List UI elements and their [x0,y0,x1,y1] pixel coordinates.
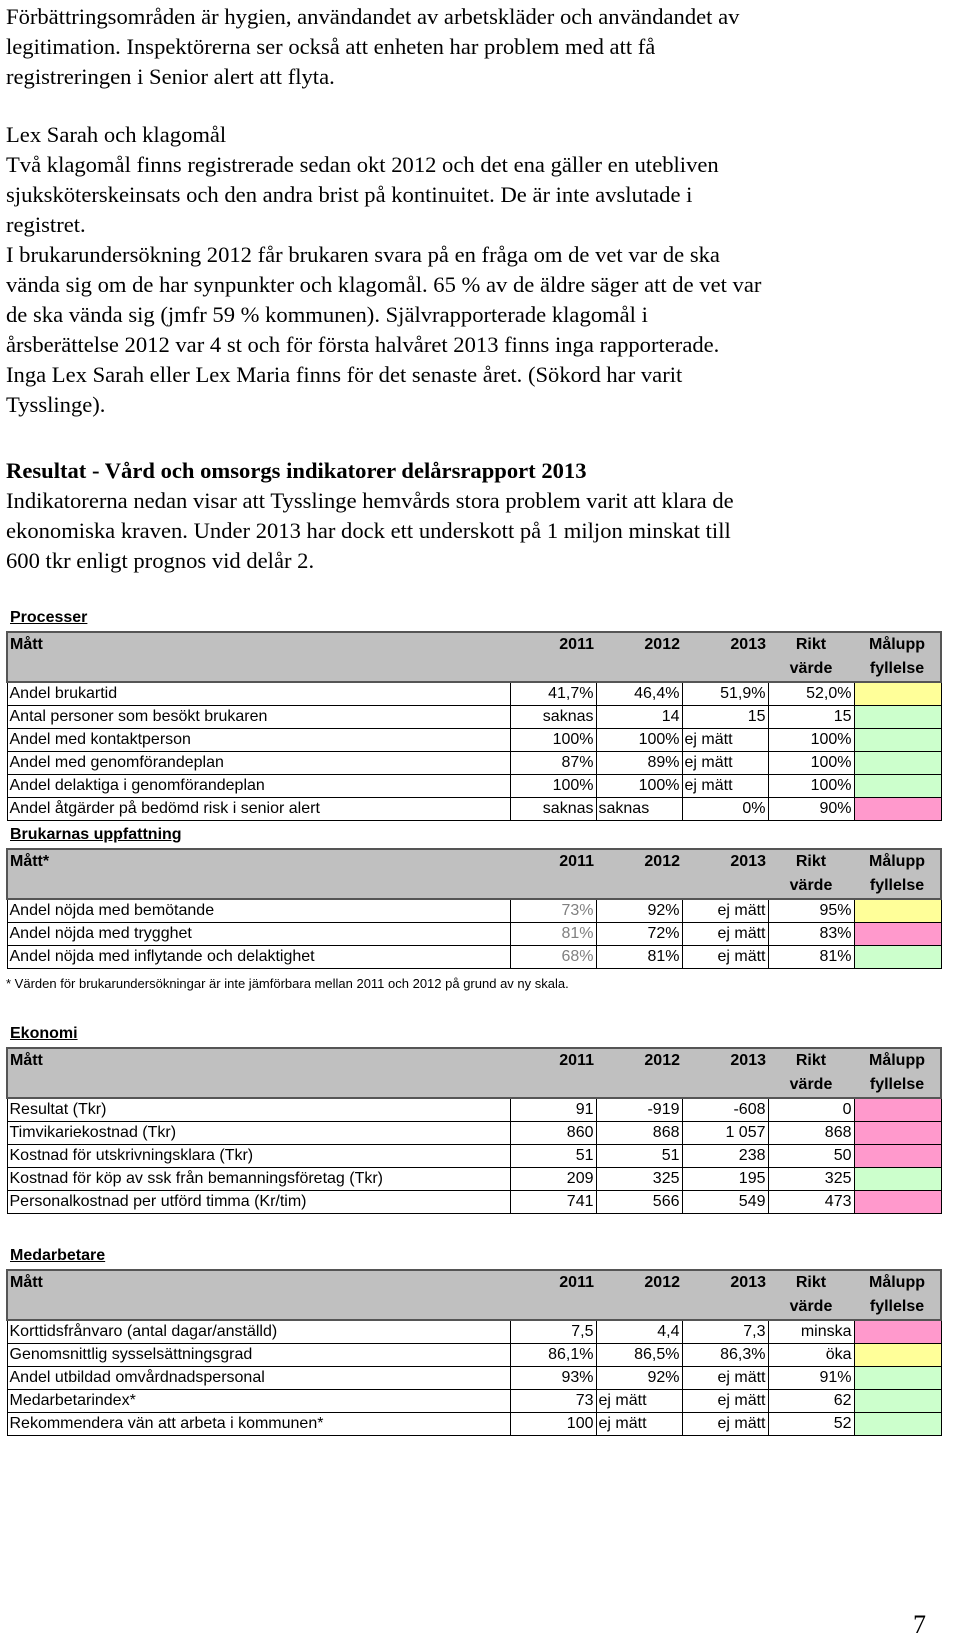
table-row [7,706,941,729]
value-rikt: 81% [768,946,854,969]
header-cell: 2012 [596,632,682,682]
row-label: Genomsnittlig sysselsättningsgrad [7,1344,510,1367]
value-2013: 549 [682,1191,768,1214]
status-swatch [854,682,941,706]
header-cell [854,632,941,682]
value-2011: 100% [510,775,596,798]
value-2011: 73% [510,899,596,923]
text-line: registreringen i Senior alert att flyta. [6,64,335,89]
value-2012: 89% [596,752,682,775]
text-line: de ska vända sig (jmfr 59 % kommunen). Självrapporterade klagomål i [6,302,648,327]
status-swatch [854,1145,941,1168]
value-2013: 1 057 [682,1122,768,1145]
row-label: Korttidsfrånvaro (antal dagar/anställd) [7,1320,510,1344]
text-line: 600 tkr enligt prognos vid delår 2. [6,548,315,573]
value-rikt: 83% [768,923,854,946]
header-cell [768,849,854,899]
header-cell: 2012 [596,1270,682,1320]
table-row [7,923,941,946]
header-text: fyllelse [869,877,925,894]
value-rikt: 100% [768,729,854,752]
text-line: Inga Lex Sarah eller Lex Maria finns för det senaste året. (Sökord har varit [6,362,683,387]
header-text: Målupp [869,853,925,870]
status-swatch [854,798,941,821]
header-text: Rikt [795,1274,827,1291]
table-row [7,798,941,821]
text-line: Förbättringsområden är hygien, användandet av arbetskläder och användandet av [6,4,740,29]
value-rikt: 100% [768,775,854,798]
value-2011: 7,5 [510,1320,596,1344]
value-2012: 566 [596,1191,682,1214]
table-row [7,1191,941,1214]
value-2011: 860 [510,1122,596,1145]
footnote: * Värden för brukarundersökningar är inte jämförbara mellan 2011 och 2012 på grund av ny skala. [6,976,569,991]
row-label: Medarbetarindex* [7,1390,510,1413]
header-cell [854,1270,941,1320]
header-text: värde [789,1076,833,1093]
value-2013: 0% [682,798,768,821]
value-2011: 81% [510,923,596,946]
value-rikt: 0 [768,1098,854,1122]
status-swatch [854,729,941,752]
header-text: fyllelse [869,660,925,677]
value-2011: 87% [510,752,596,775]
header-text: Rikt [795,853,827,870]
table-title-medarbetare: Medarbetare [10,1247,106,1264]
row-label: Andel utbildad omvårdnadspersonal [7,1367,510,1390]
table-row [7,1168,941,1191]
header-text: värde [789,660,833,677]
value-2012: 100% [596,775,682,798]
value-2011: 86,1% [510,1344,596,1367]
header-cell: 2012 [596,849,682,899]
header-cell [854,849,941,899]
table-title-processer: Processer [10,609,88,626]
row-label: Rekommendera vän att arbeta i kommunen* [7,1413,510,1436]
header-text: värde [789,1298,833,1315]
header-text: Rikt [795,1052,827,1069]
table-row [7,682,941,706]
header-cell: 2013 [682,1270,768,1320]
value-2011: 91 [510,1098,596,1122]
text-line: sjuksköterskeinsats och den andra brist på kontinuitet. De är inte avslutade i [6,182,693,207]
text-line: Lex Sarah och klagomål [6,122,227,147]
row-label: Andel nöjda med inflytande och delaktighet [7,946,510,969]
value-2011: 100 [510,1413,596,1436]
paragraph-inspection [6,2,926,92]
header-cell [854,1048,941,1098]
text-line: Indikatorerna nedan visar att Tysslinge hemvårds stora problem varit att klara de [6,488,734,513]
row-label: Andel med kontaktperson [7,729,510,752]
value-2012: 51 [596,1145,682,1168]
section-heading: Resultat - Vård och omsorgs indikatorer delårsrapport 2013 [6,458,587,483]
row-label: Resultat (Tkr) [7,1098,510,1122]
header-cell: Mått [7,1048,510,1098]
value-2013: -608 [682,1098,768,1122]
header-cell: 2011 [510,1048,596,1098]
header-cell [768,1048,854,1098]
status-swatch [854,706,941,729]
value-rikt: 52 [768,1413,854,1436]
table-header-row [7,1048,941,1098]
value-2013: ej mätt [682,775,768,798]
value-2013: ej mätt [682,752,768,775]
status-swatch [854,752,941,775]
header-cell: Mått [7,1270,510,1320]
status-swatch [854,1122,941,1145]
header-text: Rikt [795,636,827,653]
table-header-row [7,632,941,682]
status-swatch [854,775,941,798]
value-2012: 72% [596,923,682,946]
row-label: Andel delaktiga i genomförandeplan [7,775,510,798]
table-row [7,1413,941,1436]
value-2013: 86,3% [682,1344,768,1367]
value-2012: 100% [596,729,682,752]
value-2012: 14 [596,706,682,729]
header-text: Målupp [869,1274,925,1291]
table-row [7,729,941,752]
header-cell: 2011 [510,849,596,899]
header-cell: 2011 [510,1270,596,1320]
value-2013: 51,9% [682,682,768,706]
row-label: Andel åtgärder på bedömd risk i senior alert [7,798,510,821]
value-rikt: 90% [768,798,854,821]
value-2013: ej mätt [682,1390,768,1413]
header-text: Målupp [869,636,925,653]
value-rikt: 100% [768,752,854,775]
table-row [7,1390,941,1413]
value-2012: saknas [596,798,682,821]
value-2013: ej mätt [682,946,768,969]
paragraph-resultat [6,456,926,576]
value-2013: ej mätt [682,729,768,752]
text-line: registret. [6,212,86,237]
table-row [7,1320,941,1344]
header-text: fyllelse [869,1298,925,1315]
value-2013: ej mätt [682,1367,768,1390]
value-2011: 51 [510,1145,596,1168]
value-2011: 100% [510,729,596,752]
text-line: Tysslinge). [6,392,106,417]
table-row [7,899,941,923]
table-row [7,1098,941,1122]
text-line: legitimation. Inspektörerna ser också att enheten har problem med att få [6,34,656,59]
header-cell: Mått* [7,849,510,899]
table-row [7,775,941,798]
header-cell: 2013 [682,1048,768,1098]
row-label: Andel brukartid [7,682,510,706]
row-label: Kostnad för utskrivningsklara (Tkr) [7,1145,510,1168]
value-rikt: 325 [768,1168,854,1191]
header-cell [768,1270,854,1320]
value-rikt: 50 [768,1145,854,1168]
value-rikt: 52,0% [768,682,854,706]
status-swatch [854,946,941,969]
header-cell: 2011 [510,632,596,682]
text-line: Två klagomål finns registrerade sedan okt 2012 och det ena gäller en utebliven [6,152,719,177]
value-rikt: 91% [768,1367,854,1390]
table-medarbetare [6,1269,942,1436]
row-label: Andel med genomförandeplan [7,752,510,775]
header-cell [768,632,854,682]
status-swatch [854,1191,941,1214]
value-rikt: 62 [768,1390,854,1413]
status-swatch [854,1344,941,1367]
header-cell: 2013 [682,632,768,682]
table-row [7,752,941,775]
table-row [7,1367,941,1390]
value-2013: 195 [682,1168,768,1191]
value-2011: 68% [510,946,596,969]
table-row [7,1122,941,1145]
text-line: vända sig om de har synpunkter och klagomål. 65 % av de äldre säger att de vet var [6,272,762,297]
value-2011: saknas [510,798,596,821]
header-cell: Mått [7,632,510,682]
row-label: Timvikariekostnad (Tkr) [7,1122,510,1145]
page-number: 7 [913,1610,926,1639]
value-2011: saknas [510,706,596,729]
value-2013: 238 [682,1145,768,1168]
value-2011: 41,7% [510,682,596,706]
status-swatch [854,923,941,946]
row-label: Kostnad för köp av ssk från bemanningsföretag (Tkr) [7,1168,510,1191]
table-row [7,946,941,969]
value-2012: 868 [596,1122,682,1145]
header-text: Målupp [869,1052,925,1069]
value-rikt: 15 [768,706,854,729]
value-2012: ej mätt [596,1413,682,1436]
table-title-brukarnas: Brukarnas uppfattning [10,826,182,843]
value-rikt: 868 [768,1122,854,1145]
text-line: årsberättelse 2012 var 4 st och för första halvåret 2013 finns inga rapporterade. [6,332,720,357]
table-header-row [7,849,941,899]
value-2013: ej mätt [682,923,768,946]
value-2012: 325 [596,1168,682,1191]
value-2011: 93% [510,1367,596,1390]
value-2013: ej mätt [682,899,768,923]
table-ekonomi [6,1047,942,1214]
table-header-row [7,1270,941,1320]
header-text: värde [789,877,833,894]
status-swatch [854,1098,941,1122]
table-brukarnas [6,848,942,969]
value-2011: 209 [510,1168,596,1191]
row-label: Personalkostnad per utförd timma (Kr/tim) [7,1191,510,1214]
table-processer [6,631,942,821]
text-line: ekonomiska kraven. Under 2013 har dock ett underskott på 1 miljon minskat till [6,518,731,543]
header-cell: 2012 [596,1048,682,1098]
value-2013: ej mätt [682,1413,768,1436]
row-label: Andel nöjda med trygghet [7,923,510,946]
value-2012: 92% [596,1367,682,1390]
paragraph-lex-sarah [6,120,926,420]
value-2012: ej mätt [596,1390,682,1413]
status-swatch [854,1390,941,1413]
value-2012: 92% [596,899,682,923]
value-2012: -919 [596,1098,682,1122]
status-swatch [854,899,941,923]
header-cell: 2013 [682,849,768,899]
value-2012: 81% [596,946,682,969]
text-line: I brukarundersökning 2012 får brukaren svara på en fråga om de vet var de ska [6,242,720,267]
status-swatch [854,1320,941,1344]
row-label: Antal personer som besökt brukaren [7,706,510,729]
value-rikt: 95% [768,899,854,923]
value-2012: 86,5% [596,1344,682,1367]
value-rikt: 473 [768,1191,854,1214]
value-2011: 73 [510,1390,596,1413]
status-swatch [854,1413,941,1436]
table-row [7,1344,941,1367]
value-2013: 15 [682,706,768,729]
value-2012: 4,4 [596,1320,682,1344]
value-rikt: öka [768,1344,854,1367]
value-2013: 7,3 [682,1320,768,1344]
status-swatch [854,1367,941,1390]
value-rikt: minska [768,1320,854,1344]
value-2012: 46,4% [596,682,682,706]
row-label: Andel nöjda med bemötande [7,899,510,923]
value-2011: 741 [510,1191,596,1214]
table-title-ekonomi: Ekonomi [10,1025,78,1042]
header-text: fyllelse [869,1076,925,1093]
status-swatch [854,1168,941,1191]
table-row [7,1145,941,1168]
